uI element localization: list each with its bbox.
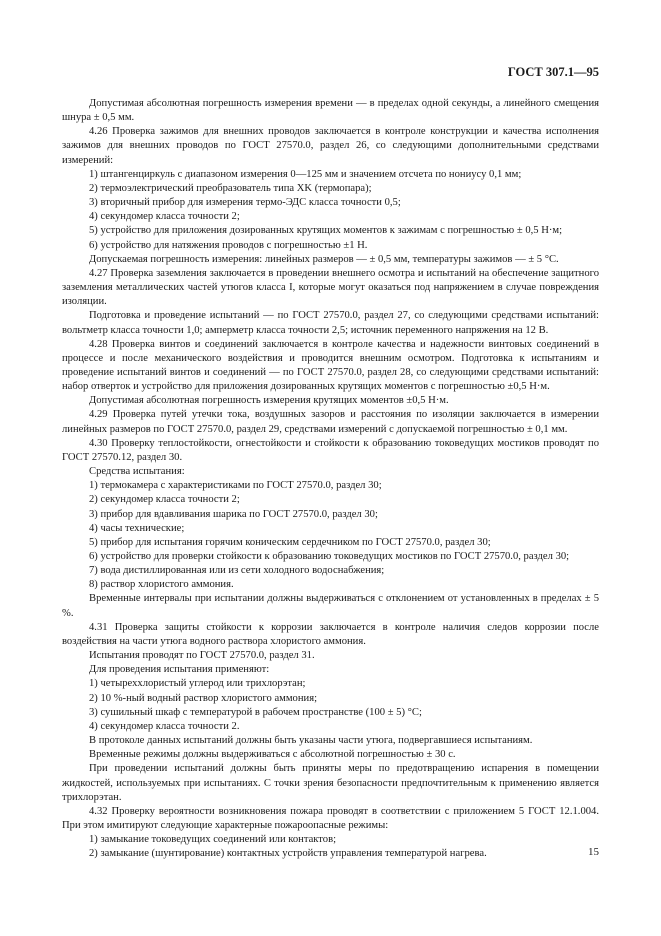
list-item: 8) раствор хлористого аммония.	[89, 579, 234, 591]
document-header: ГОСТ 307.1—95	[507, 65, 599, 79]
list-item: 2) секундомер класса точности 2;	[89, 494, 240, 506]
paragraph: 4.31 Проверка защиты стойкости к коррозии заключается в контроле наличия следов коррозии после воздействия на части утюга водного раствора хлористого аммония.	[62, 621, 599, 647]
list-item: 3) вторичный прибор для измерения термо-ЭДС класса точности 0,5;	[89, 197, 401, 209]
list-item: 4) часы технические;	[89, 522, 185, 534]
paragraph: Временные интервалы при испытании должны выдерживаться с отклонением от установленных в пределах ± 5 %.	[62, 593, 599, 619]
list-item: 1) замыкание токоведущих соединений или контактов;	[89, 834, 337, 846]
list-item: 6) устройство для натяжения проводов с погрешностью ±1 Н.	[89, 239, 368, 251]
list-item: 7) вода дистиллированная или из сети холодного водоснабжения;	[89, 565, 385, 577]
paragraph: Подготовка и проведение испытаний — по ГОСТ 27570.0, раздел 27, со следующими средствами испытаний: вольтметр класса точности 1,0; амперметр класса точности 2,5; источник переменного напряжения на 12 В.	[62, 310, 599, 336]
paragraph: Допустимая абсолютная погрешность измерения времени — в пределах одной секунды, а линейного смещения шнура ± 0,5 мм.	[62, 98, 599, 124]
paragraph: Средства испытания:	[89, 466, 185, 478]
list-item: 5) прибор для испытания горячим коническим сердечником по ГОСТ 27570.0, раздел 30;	[89, 536, 491, 548]
paragraph: При проведении испытаний должны быть приняты меры по предотвращению испарения в помещении жидкостей, используемых при испытаниях. С точки зрения безопасности предпочтительным к применению является трихлорэтан.	[62, 763, 599, 803]
paragraph: 4.29 Проверка путей утечки тока, воздушных зазоров и расстояния по изоляции заключается в измерении линейных размеров по ГОСТ 27570.0, раздел 29, средствами измерений с допускаемой погрешностью ± 0,1 мм.	[62, 409, 599, 435]
page-number: 15	[588, 846, 599, 858]
list-item: 1) четыреххлористый углерод или трихлорэтан;	[89, 678, 306, 690]
list-item: 3) прибор для вдавливания шарика по ГОСТ 27570.0, раздел 30;	[89, 508, 378, 520]
list-item: 2) 10 %-ный водный раствор хлористого аммония;	[89, 692, 318, 704]
paragraph: 4.28 Проверка винтов и соединений заключается в контроле качества и надежности винтовых соединений в процессе и после механического воздействия и проводится внешним осмотром. Подготовка к испытаниям и проведение испытаний винтов и соединений — по ГОСТ 27570.0, раздел 28, со следующими средствами испытаний: набор отверток и устройство для приложения дозированных крутящих моментов с погрешностью ±0,5 Н·м.	[62, 338, 599, 393]
paragraph: 4.32 Проверку вероятности возникновения пожара проводят в соответствии с приложением 5 ГОСТ 12.1.004. При этом имитируют следующие характерные пожароопасные режимы:	[62, 805, 599, 831]
list-item: 4) секундомер класса точности 2.	[89, 720, 240, 732]
document-body	[62, 97, 599, 861]
list-item: 1) термокамера с характеристиками по ГОСТ 27570.0, раздел 30;	[89, 480, 382, 492]
paragraph: 4.30 Проверку теплостойкости, огнестойкости и стойкости к образованию токоведущих мостиков проводят по ГОСТ 27570.12, раздел 30.	[62, 437, 599, 463]
list-item: 2) замыкание (шунтирование) контактных устройств управления температурой нагрева.	[89, 848, 487, 860]
list-item: 2) термоэлектрический преобразователь типа XK (термопара);	[89, 182, 372, 194]
paragraph: Временные режимы должны выдерживаться с абсолютной погрешностью ± 30 с.	[89, 749, 456, 761]
paragraph: 4.26 Проверка зажимов для внешних проводов заключается в контроле конструкции и качества исполнения зажимов для внешних проводов по ГОСТ 27570.0, раздел 26, со следующими дополнительными средствами измерений:	[62, 126, 599, 166]
paragraph: Допустимая абсолютная погрешность измерения крутящих моментов ±0,5 Н·м.	[89, 395, 449, 407]
list-item: 5) устройство для приложения дозированных крутящих моментов к зажимам с погрешностью ± 0,5 Н·м;	[89, 225, 563, 237]
list-item: 1) штангенциркуль с диапазоном измерения 0—125 мм и значением отсчета по нониусу 0,1 мм;	[89, 168, 522, 180]
paragraph: Допускаемая погрешность измерения: линейных размеров — ± 0,5 мм, температуры зажимов — ± 5 °С.	[89, 253, 559, 265]
paragraph: В протоколе данных испытаний должны быть указаны части утюга, подвергавшиеся испытаниям.	[89, 735, 533, 747]
list-item: 3) сушильный шкаф с температурой в рабочем пространстве (100 ± 5) °С;	[89, 706, 422, 718]
paragraph: Для проведения испытания применяют:	[89, 664, 270, 676]
list-item: 4) секундомер класса точности 2;	[89, 211, 240, 223]
paragraph: Испытания проводят по ГОСТ 27570.0, раздел 31.	[89, 650, 315, 662]
paragraph: 4.27 Проверка заземления заключается в проведении внешнего осмотра и испытаний на обеспечение защитного заземления металлических частей утюгов класса I, которые могут оказаться под напряжением в случае повреждения изоляции.	[62, 267, 599, 308]
list-item: 6) устройство для проверки стойкости к образованию токоведущих мостиков по ГОСТ 27570.0, раздел 30;	[89, 551, 570, 562]
